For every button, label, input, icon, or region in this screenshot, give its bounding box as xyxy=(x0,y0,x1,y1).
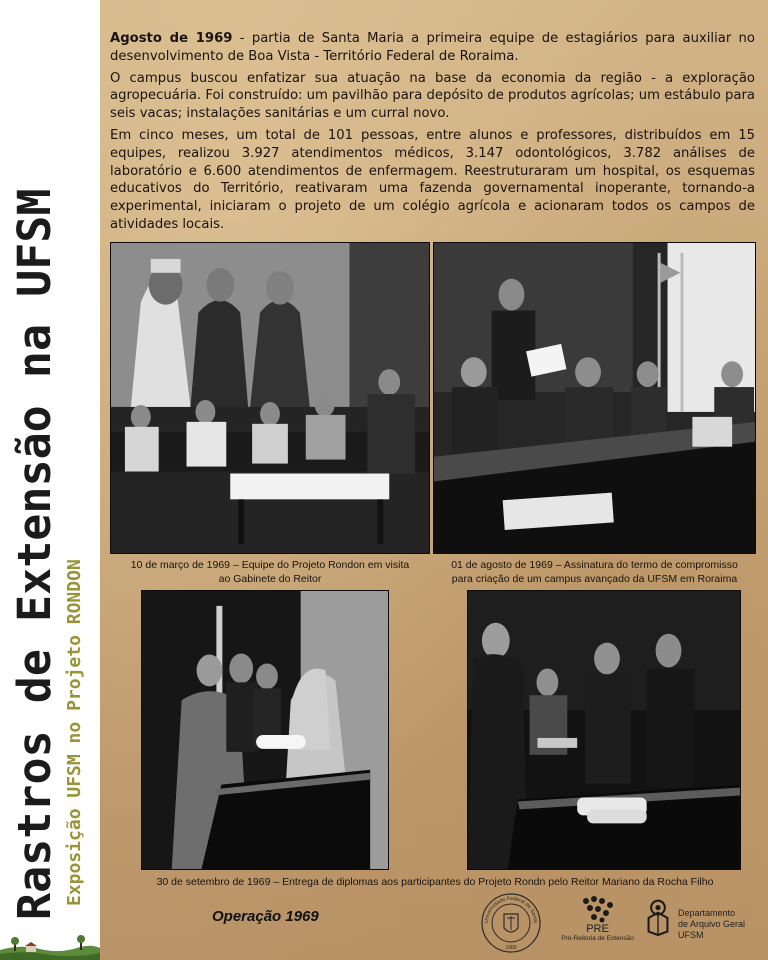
landscape-icon xyxy=(0,934,100,960)
vertical-subtitle: Exposição UFSM no Projeto RONDON xyxy=(64,559,85,906)
ufsm-seal-icon xyxy=(480,892,542,954)
caption-photo-2: 01 de agosto de 1969 – Assinatura do termo de compromisso para criação de um campus avançado da UFSM em Roraima xyxy=(451,559,738,585)
pre-title: PRE xyxy=(586,923,609,935)
pre-subtitle: Pró-Reitoria de Extensão xyxy=(561,935,634,942)
photo-entrega-diplomas-2 xyxy=(467,590,741,870)
dag-emblem-icon xyxy=(646,897,670,937)
ufsm-seal-logo xyxy=(480,892,542,954)
svg-text:1960: 1960 xyxy=(505,945,517,951)
vertical-title: Rastros de Extensão na UFSM xyxy=(8,188,61,920)
caption-photo-1: 10 de março de 1969 – Equipe do Projeto Rondon em visita ao Gabinete do Reitor xyxy=(130,559,410,585)
pre-dots-icon xyxy=(578,895,618,923)
intro-paragraph-1: Agosto de 1969 - partia de Santa Maria a primeira equipe de estagiários para auxiliar no desenvolvimento de Boa Vista - Território Federal de Roraima. xyxy=(110,31,755,64)
photo-entrega-diplomas-1 xyxy=(141,590,389,870)
intro-paragraph-2: O campus buscou enfatizar sua atuação na base da economia da região - a exploração agropecuária. Foi construído: um pavilhão para depósito de produtos agrícolas; um estábulo para seis vacas; instalações sanitárias e um curral novo. xyxy=(110,70,755,122)
intro-date: Agosto de 1969 xyxy=(110,31,233,46)
footer-label: Operação 1969 xyxy=(212,908,319,925)
dag-line-2: de Arquivo Geral xyxy=(678,919,746,929)
dag-line-3: UFSM xyxy=(678,930,704,940)
pre-logo xyxy=(560,895,635,955)
intro-paragraph-3: Em cinco meses, um total de 101 pessoas, entre alunos e professores, distribuídos em 15 equipes, realizou 3.927 atendimentos médicos, 3.147 odontológicos, 3.782 análises de laboratório e 6.600 atendimentos de enfermagem. Reestruturaram um hospital, os esquemas educativos do Território, reativaram uma fazenda governamental inoperante, tornando-a experimental, iniciaram o projeto de um colégio agrícola e acionaram todos os campos de atividades locais. xyxy=(110,127,755,232)
caption-photo-3: 30 de setembro de 1969 – Entrega de diplomas aos participantes do Projeto Rondn pelo Reitor Mariano da Rocha Filho xyxy=(156,876,714,888)
intro-text xyxy=(110,30,755,238)
dag-line-1: Departamento xyxy=(678,908,736,918)
dag-logo xyxy=(646,897,756,953)
svg-text:Universidade Federal de Santa: Universidade Federal de Santa xyxy=(483,895,539,924)
photo-gabinete-reitor xyxy=(110,242,430,554)
sidebar xyxy=(0,0,100,960)
photo-assinatura-termo xyxy=(433,242,756,554)
